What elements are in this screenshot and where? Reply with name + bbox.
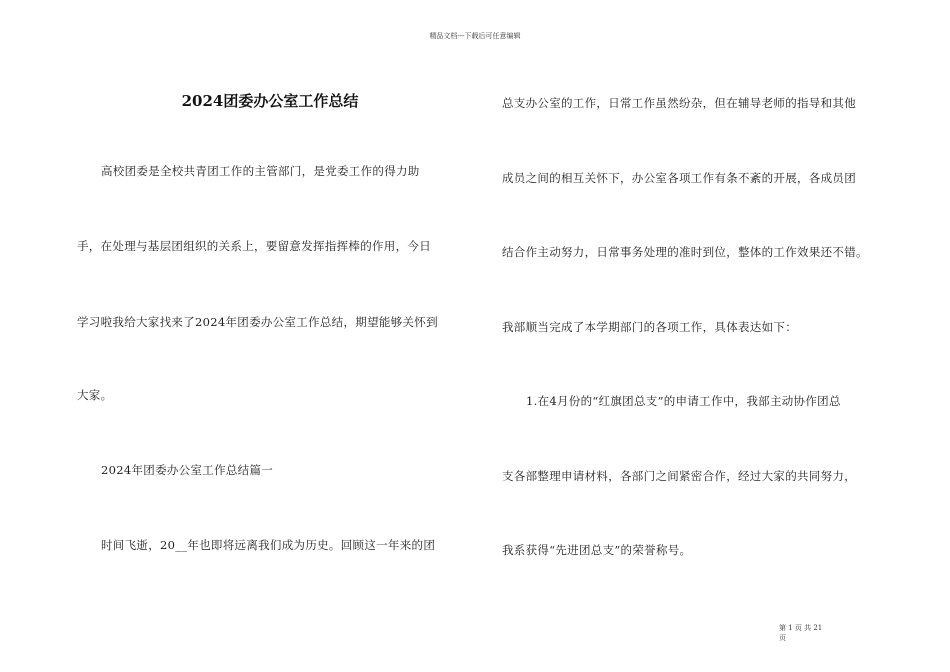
page-header: 精品文档---下载后可任意编辑	[429, 32, 521, 40]
left-paragraph-line: 大家。	[77, 388, 113, 402]
page-number-line: 第 1 页 共 21	[779, 624, 823, 632]
right-paragraph-line: 我部顺当完成了本学期部门的各项工作，具体表达如下：	[502, 320, 797, 334]
right-paragraph-line: 我系获得“先进团总支”的荣誉称号。	[502, 543, 692, 557]
document-title: 2024团委办公室工作总结	[181, 92, 359, 110]
right-paragraph-line: 支各部整理申请材料，各部门之间紧密合作，经过大家的共同努力，	[502, 469, 856, 483]
page-number	[779, 623, 839, 643]
left-paragraph-line: 手，在处理与基层团组织的关系上，要留意发挥指挥棒的作用，今日	[77, 239, 431, 253]
left-paragraph-line: 高校团委是全校共青团工作的主管部门，是党委工作的得力助	[101, 164, 420, 178]
left-paragraph-line: 学习啦我给大家找来了2024年团委办公室工作总结，期望能够关怀到	[77, 315, 438, 329]
left-paragraph-line: 时间飞逝，20__年也即将远离我们成为历史。回顾这一年来的团	[101, 538, 436, 552]
right-paragraph-line: 成员之间的相互关怀下，办公室各项工作有条不紊的开展，各成员团	[502, 171, 856, 185]
page-number-line: 页	[779, 634, 786, 642]
right-paragraph-line: 1.在4月份的“红旗团总支”的申请工作中，我部主动协作团总	[526, 394, 841, 408]
right-paragraph-line: 结合作主动努力，日常事务处理的准时到位，整体的工作效果还不错。	[502, 245, 868, 259]
right-paragraph-line: 总支办公室的工作，日常工作虽然纷杂，但在辅导老师的指导和其他	[502, 96, 856, 110]
section-heading: 2024年团委办公室工作总结篇一	[101, 463, 274, 477]
